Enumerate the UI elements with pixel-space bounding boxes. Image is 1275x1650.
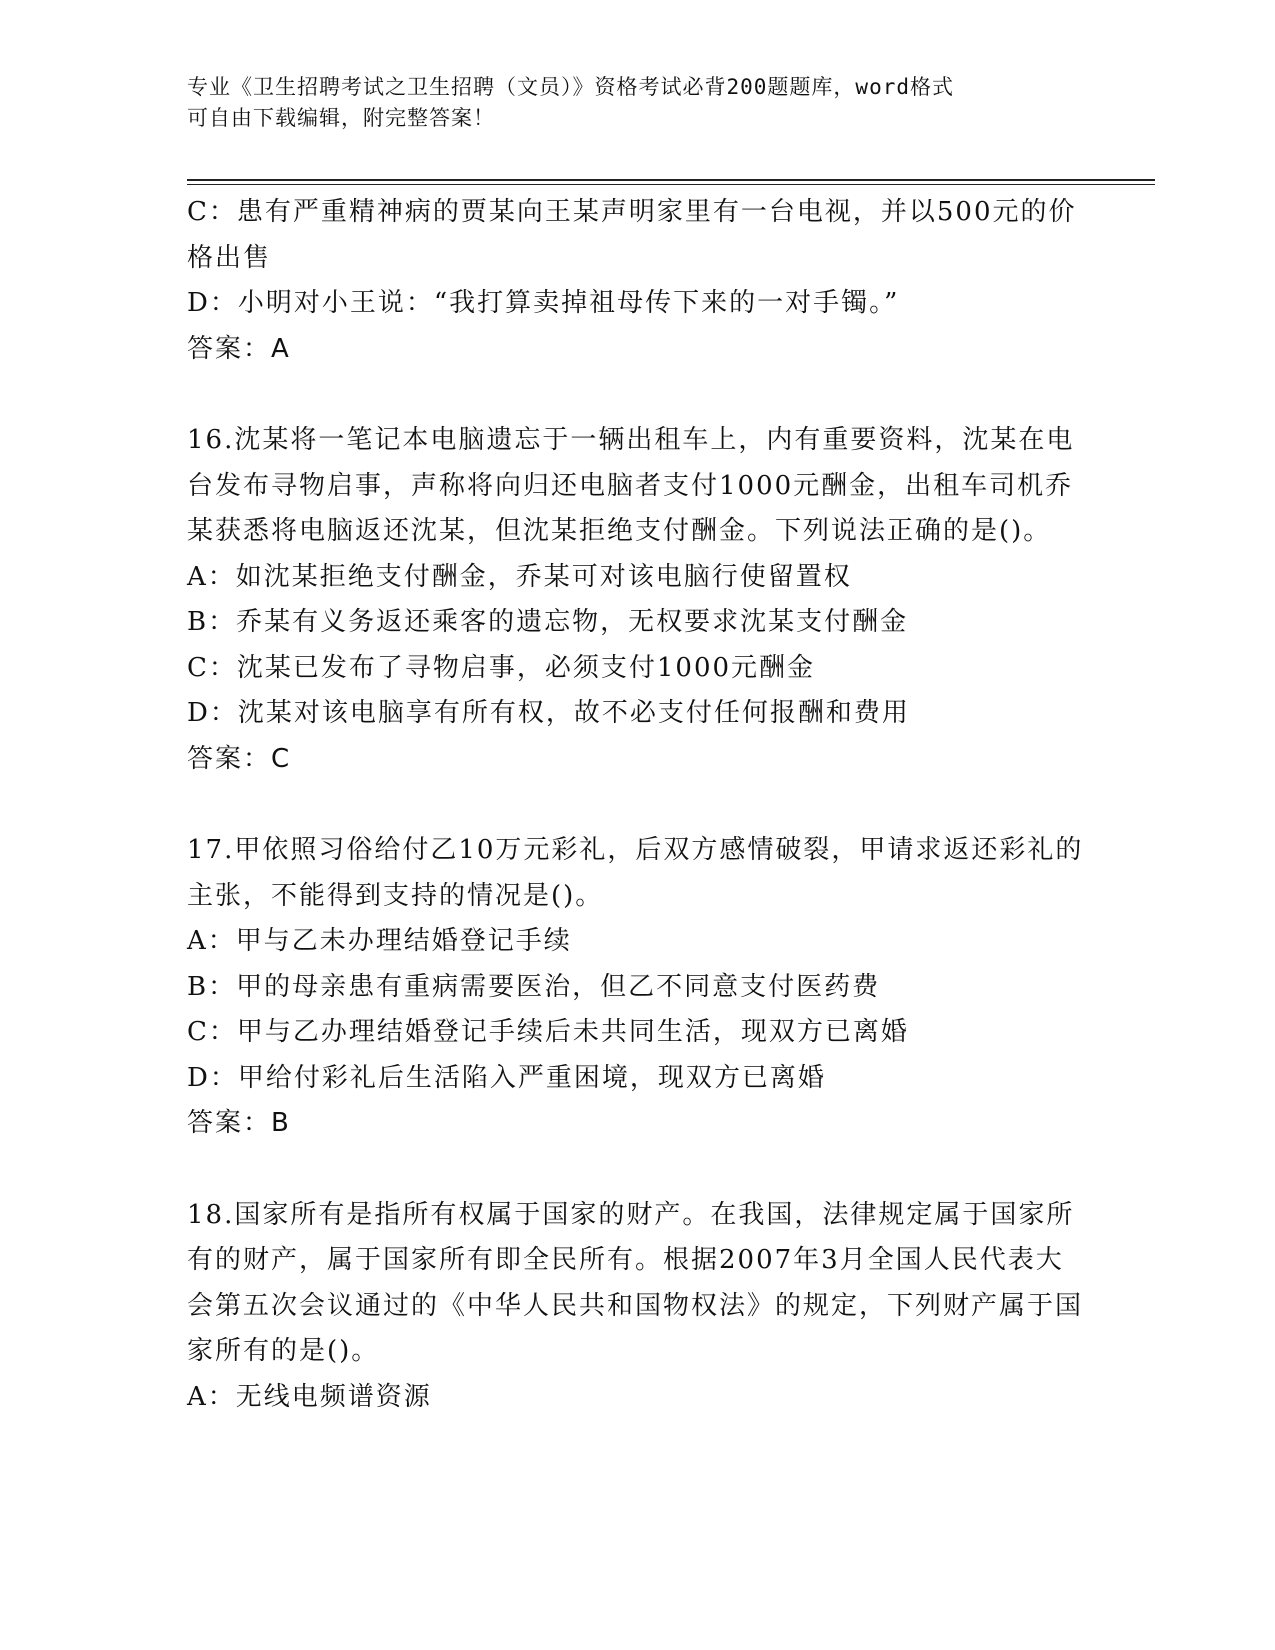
header-title-line2: 可自由下载编辑，附完整答案！ <box>187 106 495 130</box>
question-16-option-b: B：乔某有义务返还乘客的遗忘物，无权要求沈某支付酬金 <box>187 607 909 637</box>
header-divider-thick <box>187 179 1155 181</box>
answer-label: 答案：A <box>187 333 291 364</box>
option-c: C：患有严重精神病的贾某向王某声明家里有一台电视，并以500元的价格出售 <box>187 197 1077 273</box>
question-16-stem: 16.沈某将一笔记本电脑遗忘于一辆出租车上，内有重要资料，沈某在电台发布寻物启事，声称将向归还电脑者支付1000元酬金，出租车司机乔某获悉将电脑返还沈某，但沈某拒绝支付酬金。下列说法正确的是()。 <box>187 425 1075 546</box>
question-17-option-b: B：甲的母亲患有重病需要医治，但乙不同意支付医药费 <box>187 971 881 1002</box>
question-16-option-d: D：沈某对该电脑享有所有权，故不必支付任何报酬和费用 <box>187 698 910 728</box>
option-d: D：小明对小王说：“我打算卖掉祖母传下来的一对手镯。” <box>187 288 900 318</box>
question-content <box>187 190 1087 1420</box>
question-16-answer: 答案：C <box>187 743 292 774</box>
question-17-stem: 17.甲依照习俗给付乙10万元彩礼，后双方感情破裂，甲请求返还彩礼的主张，不能得到支持的情况是()。 <box>187 835 1084 911</box>
question-18-stem: 18.国家所有是指所有权属于国家的财产。在我国，法律规定属于国家所有的财产，属于国家所有即全民所有。根据2007年3月全国人民代表大会第五次会议通过的《中华人民共和国物权法》的规定，下列财产属于国家所有的是()。 <box>187 1199 1084 1366</box>
header-title-line1: 专业《卫生招聘考试之卫生招聘（文员）》资格考试必背200题题库，word格式 <box>187 75 954 99</box>
question-17-option-c: C：甲与乙办理结婚登记手续后未共同生活，现双方已离婚 <box>187 1017 909 1047</box>
header-divider-thin <box>187 184 1155 185</box>
question-16-option-a: A：如沈某拒绝支付酬金，乔某可对该电脑行使留置权 <box>187 561 852 592</box>
question-17-option-a: A：甲与乙未办理结婚登记手续 <box>187 926 572 956</box>
question-17-answer: 答案：B <box>187 1108 291 1138</box>
question-18-option-a: A：无线电频谱资源 <box>187 1381 432 1412</box>
page-header <box>187 72 1087 134</box>
question-17-option-d: D：甲给付彩礼后生活陷入严重困境，现双方已离婚 <box>187 1062 826 1093</box>
question-16-option-c: C：沈某已发布了寻物启事，必须支付1000元酬金 <box>187 652 816 683</box>
